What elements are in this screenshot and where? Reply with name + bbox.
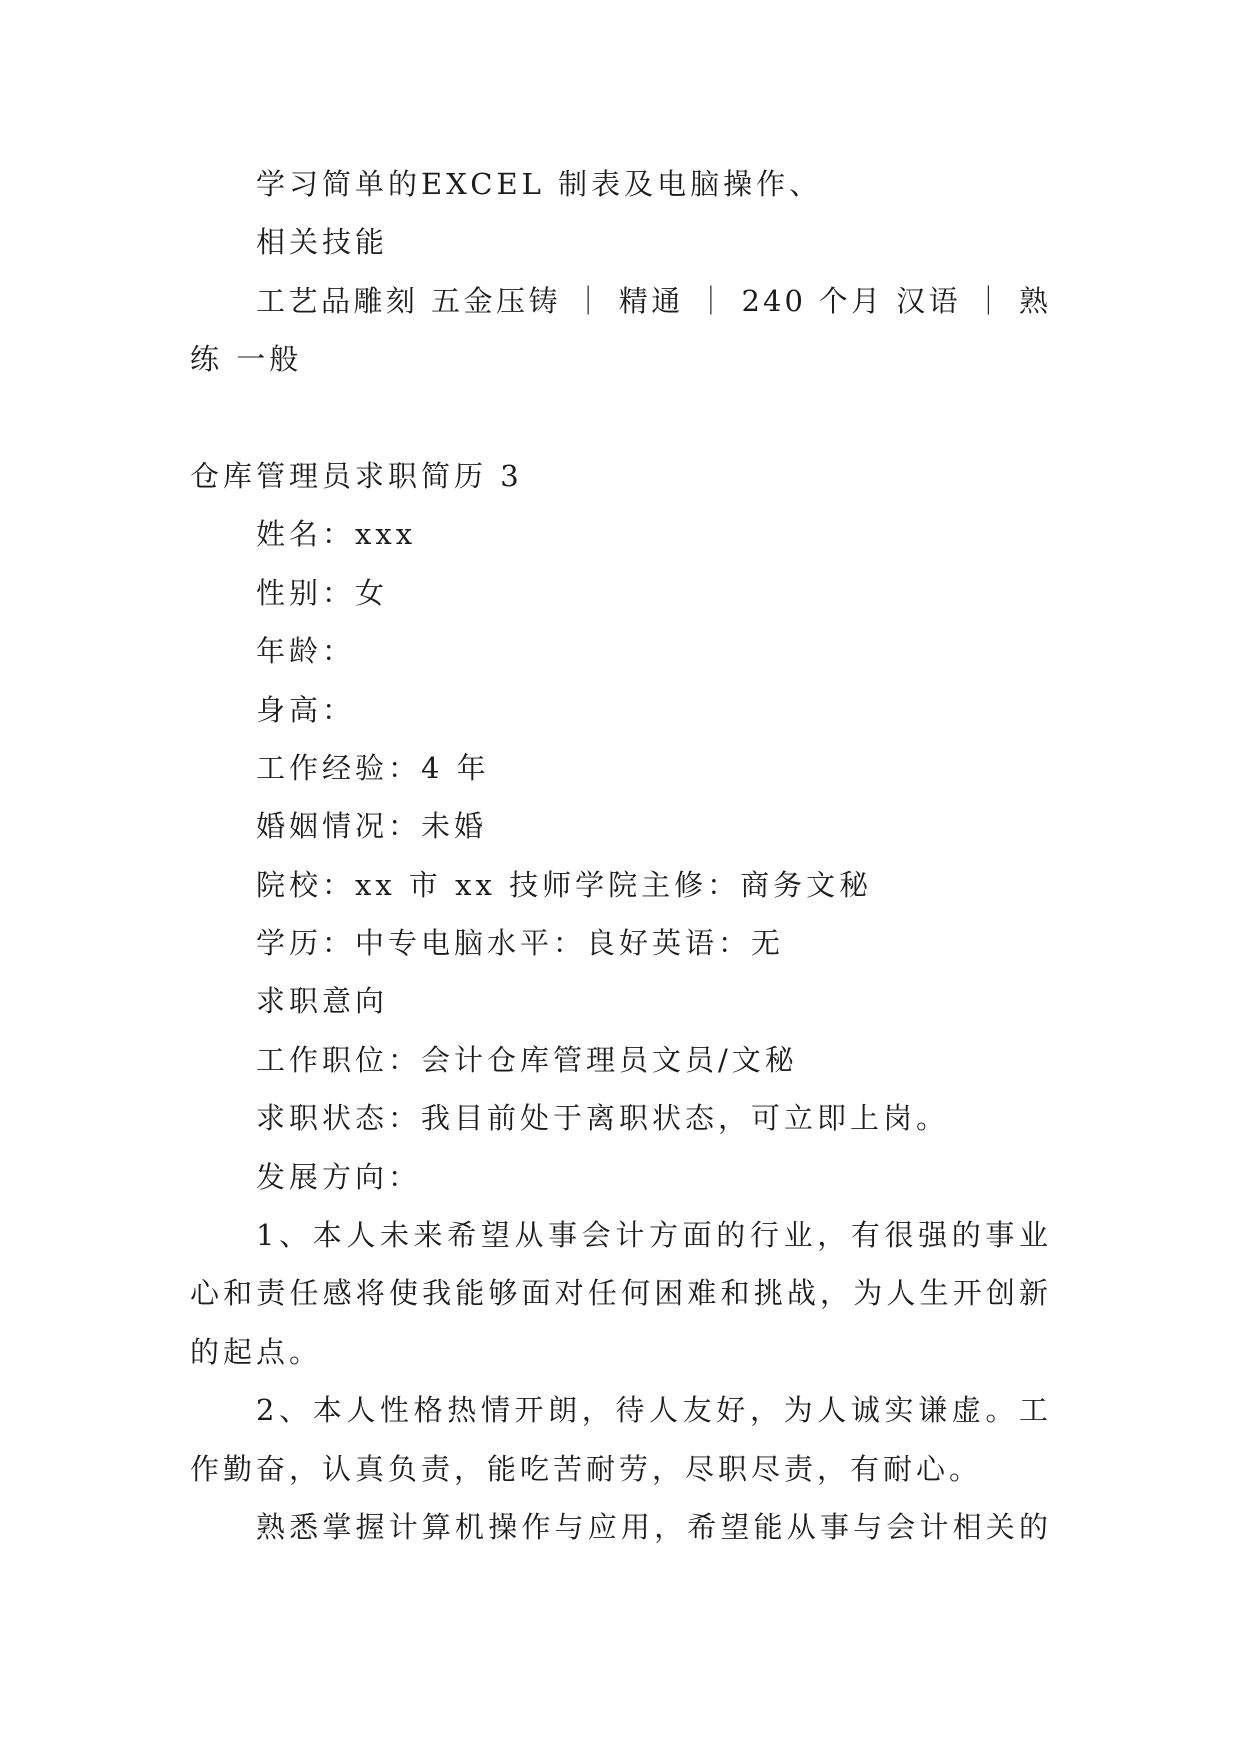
paragraph-line: 作勤奋，认真负责，能吃苦耐劳，尽职尽责，有耐心。 bbox=[190, 1451, 983, 1486]
skills-detail-line: 工艺品雕刻 五金压铸 ｜ 精通 ｜ 240 个月 汉语 ｜ 熟 bbox=[256, 283, 1051, 318]
skill-line: 学习简单的EXCEL 制表及电脑操作、 bbox=[256, 167, 823, 201]
info-marital-status: 婚姻情况：未婚 bbox=[256, 809, 488, 844]
info-education: 学历：中专电脑水平：良好英语：无 bbox=[256, 926, 785, 961]
development-heading: 发展方向： bbox=[256, 1159, 422, 1194]
document-body bbox=[190, 155, 1051, 1556]
paragraph-line: 的起点。 bbox=[190, 1334, 323, 1369]
info-experience: 工作经验：4 年 bbox=[256, 750, 490, 785]
info-gender: 性别：女 bbox=[256, 575, 389, 610]
paragraph-line: 熟悉掌握计算机操作与应用，希望能从事与会计相关的 bbox=[256, 1509, 1051, 1544]
info-height: 身高： bbox=[256, 692, 356, 727]
info-school: 院校：xx 市 xx 技师学院主修：商务文秘 bbox=[256, 867, 873, 902]
paragraph-line: 心和责任感将使我能够面对任何困难和挑战，为人生开创新 bbox=[190, 1276, 1051, 1311]
intent-heading: 求职意向 bbox=[256, 984, 389, 1019]
paragraph-line: 2、本人性格热情开朗，待人友好，为人诚实谦虚。工 bbox=[256, 1393, 1051, 1428]
intent-position: 工作职位：会计仓库管理员文员/文秘 bbox=[256, 1042, 798, 1077]
skills-detail-line: 练 一般 bbox=[190, 342, 303, 377]
blank-line bbox=[190, 389, 1051, 447]
skills-heading: 相关技能 bbox=[256, 225, 389, 260]
intent-status: 求职状态：我目前处于离职状态，可立即上岗。 bbox=[256, 1101, 950, 1136]
info-name: 姓名：xxx bbox=[256, 517, 417, 552]
resume-title: 仓库管理员求职简历 3 bbox=[190, 458, 523, 493]
info-age: 年龄： bbox=[256, 634, 356, 669]
paragraph-line: 1、本人未来希望从事会计方面的行业，有很强的事业 bbox=[256, 1218, 1051, 1253]
